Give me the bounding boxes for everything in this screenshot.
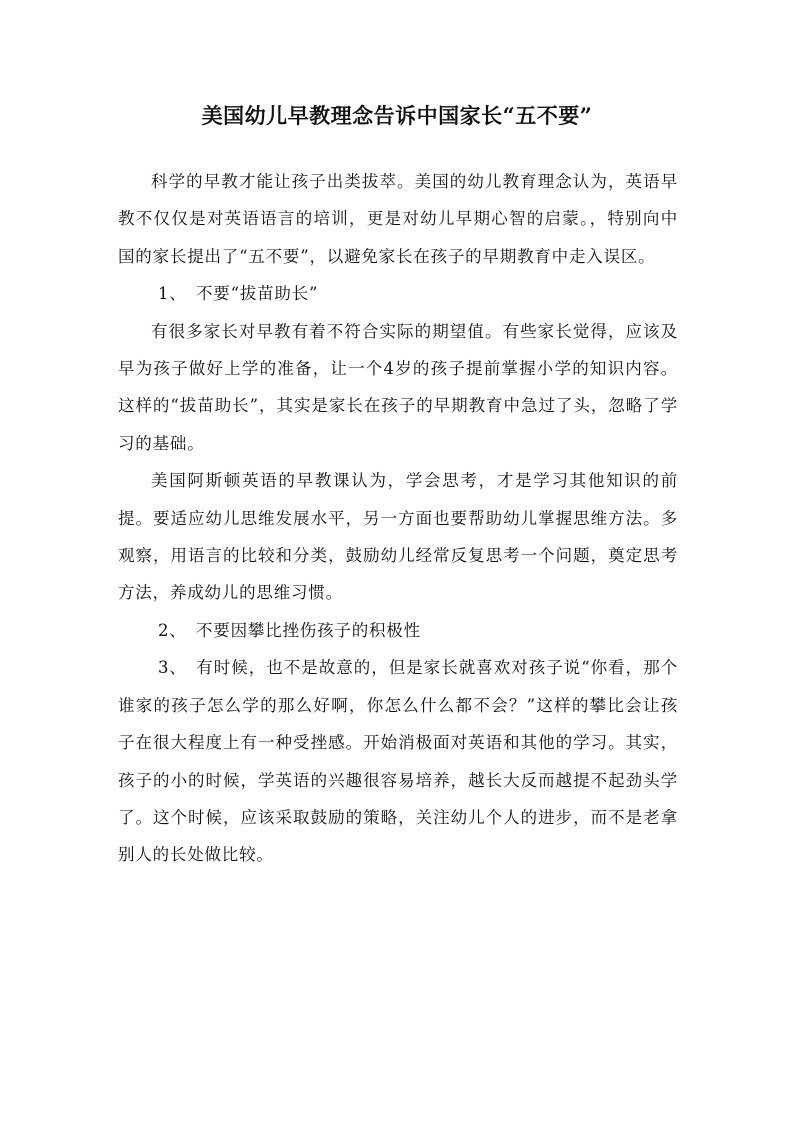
intro-paragraph: 科学的早教才能让孩子出类拔萃。美国的幼儿教育理念认为，英语早教不仅仅是对英语语言的培训，更是对幼儿早期心智的启蒙。，特别向中国的家长提出了“五不要”，以避免家长在孩子的早期教育中走入误区。 — [118, 172, 678, 266]
list-item-3-text: 有时候，也不是故意的，但是家长就喜欢对孩子说“你看，那个谁家的孩子怎么学的那么好啊，你怎么什么都不会？”这样的攀比会让孩子在很大程度上有一种受挫感。开始消极面对英语和其他的学习。其实，孩子的小的时候，学英语的兴趣很容易培养，越长大反而越提不起劲头学了。这个时候，应该采取鼓励的策略，关注幼儿个人的进步，而不是老拿别人的长处做比较。 — [118, 658, 678, 865]
paragraph-1: 有很多家长对早教有着不符合实际的期望值。有些家长觉得，应该及早为孩子做好上学的准备，让一个4岁的孩子提前掌握小学的知识内容。这样的“拔苗助长”，其实是家长在孩子的早期教育中急过了头，忽略了学习的基础。 — [118, 321, 678, 453]
document-body — [118, 163, 678, 874]
list-item-1-text: 不要“拔苗助长” — [196, 284, 319, 304]
list-item-2-number: 2、 — [158, 620, 187, 640]
list-item-2 — [118, 612, 678, 649]
list-item-3-number: 3、 — [158, 658, 187, 678]
list-item-3 — [118, 649, 678, 873]
list-item-1-number: 1、 — [158, 284, 187, 304]
list-item-2-text: 不要因攀比挫伤孩子的积极性 — [196, 620, 421, 640]
list-item-1 — [118, 275, 678, 312]
document-title: 美国幼儿早教理念告诉中国家长“五不要” — [201, 103, 593, 128]
paragraph-2: 美国阿斯顿英语的早教课认为，学会思考，才是学习其他知识的前提。要适应幼儿思维发展水平，另一方面也要帮助幼儿掌握思维方法。多观察，用语言的比较和分类，鼓励幼儿经常反复思考一个问题，奠定思考方法，养成幼儿的思维习惯。 — [118, 471, 678, 603]
